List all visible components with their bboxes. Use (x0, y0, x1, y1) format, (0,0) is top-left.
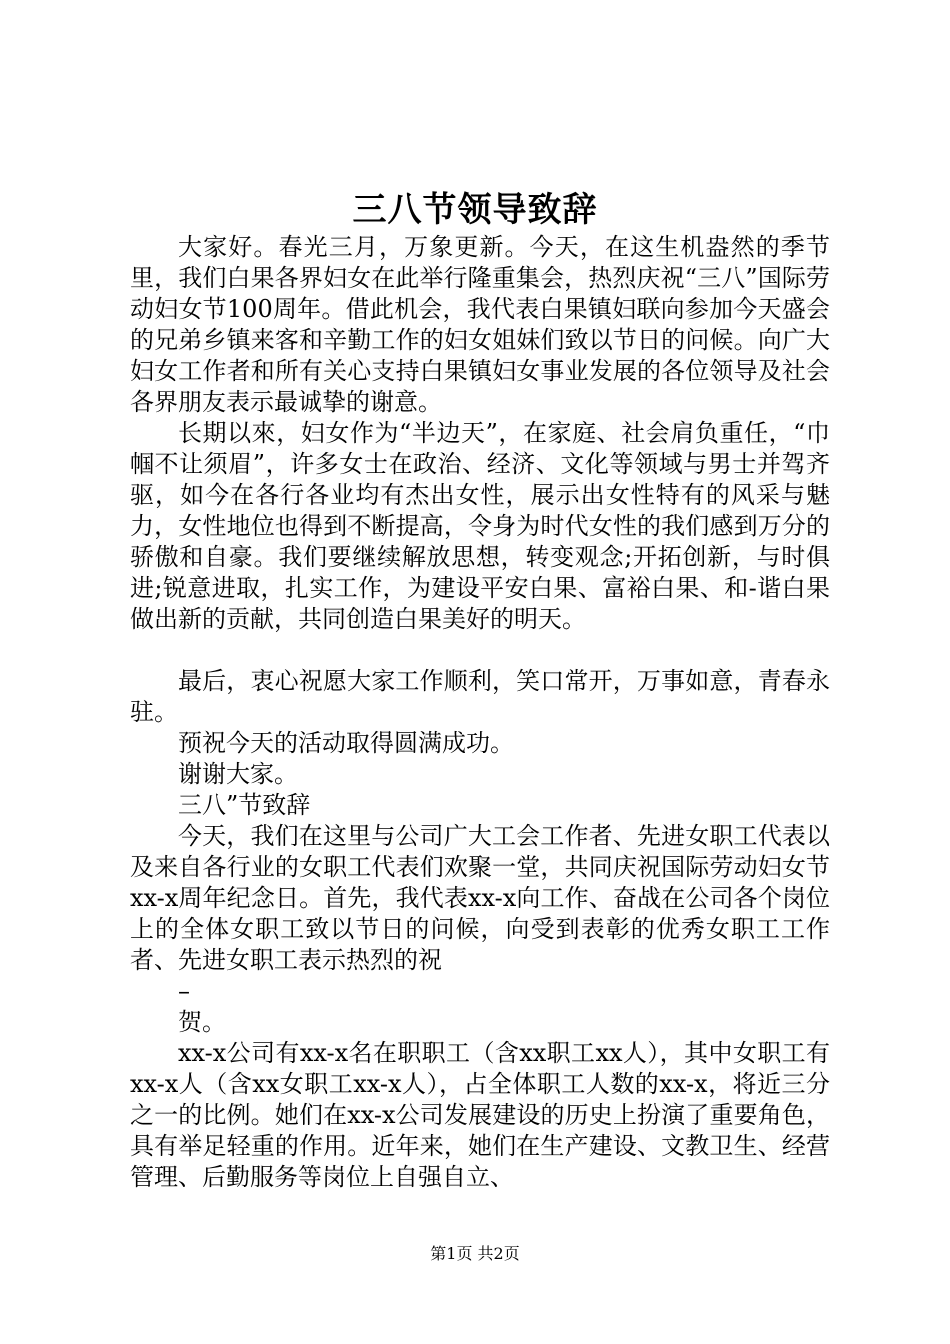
paragraph-company-staff: xx-x公司有xx-x名在职职工（含xx职工xx人），其中女职工有xx-x人（含xx女职工xx-x人），占全体职工人数的xx-x，将近三分之一的比例。她们在xx-x公司发展建设的历史上扮演了重要角色，具有举足轻重的作用。近年来，她们在生产建设、文教卫生、经营管理、后勤服务等岗位上自强自立、 (130, 1039, 830, 1191)
paragraph-greeting: 大家好。春光三月，万象更新。今天，在这生机盎然的季节里，我们白果各界妇女在此举行隆重集会，热烈庆祝“三八”国际劳动妇女节100周年。借此机会，我代表白果镇妇联向参加今天盛会的兄弟乡镇来客和辛勤工作的妇女姐妹们致以节日的问候。向广大妇女工作者和所有关心支持白果镇妇女事业发展的各位领导及社会各界朋友表示最诚挚的谢意。 (130, 233, 830, 416)
page-footer: 第1页 共2页 (430, 1244, 520, 1263)
paragraph-thanks: 谢谢大家。 (178, 760, 298, 788)
separator-dash: – (178, 977, 190, 1005)
section-heading: 三八”节致辞 (178, 791, 311, 819)
paragraph-closing-wishes: 最后，衷心祝愿大家工作顺利，笑口常开，万事如意，青春永驻。 (130, 667, 830, 726)
document-title: 三八节领导致辞 (352, 190, 598, 230)
paragraph-success-wish: 预祝今天的活动取得圆满成功。 (178, 729, 514, 757)
paragraph-congratulations-end: 贺。 (178, 1008, 226, 1036)
document-body (130, 232, 830, 1193)
paragraph-women-role: 长期以來，妇女作为“半边天”，在家庭、社会肩负重任，“巾帼不让须眉”，许多女士在政治、经济、文化等领域与男士并驾齐驱，如今在各行各业均有杰出女性，展示出女性特有的风采与魅力，女性地位也得到不断提高，令身为时代女性的我们感到万分的骄傲和自豪。我们要继续解放思想，转变观念;开拓创新，与时俱进;锐意进取，扎实工作，为建设平安白果、富裕白果、和-谐白果做出新的贡献，共同创造白果美好的明天。 (130, 419, 830, 633)
paragraph-company-celebration: 今天，我们在这里与公司广大工会工作者、先进女职工代表以及来自各行业的女职工代表们欢聚一堂，共同庆祝国际劳动妇女节xx-x周年纪念日。首先，我代表xx-x向工作、奋战在公司各个岗位上的全体女职工致以节日的问候，向受到表彰的优秀女职工工作者、先进女职工表示热烈的祝 (130, 822, 830, 974)
